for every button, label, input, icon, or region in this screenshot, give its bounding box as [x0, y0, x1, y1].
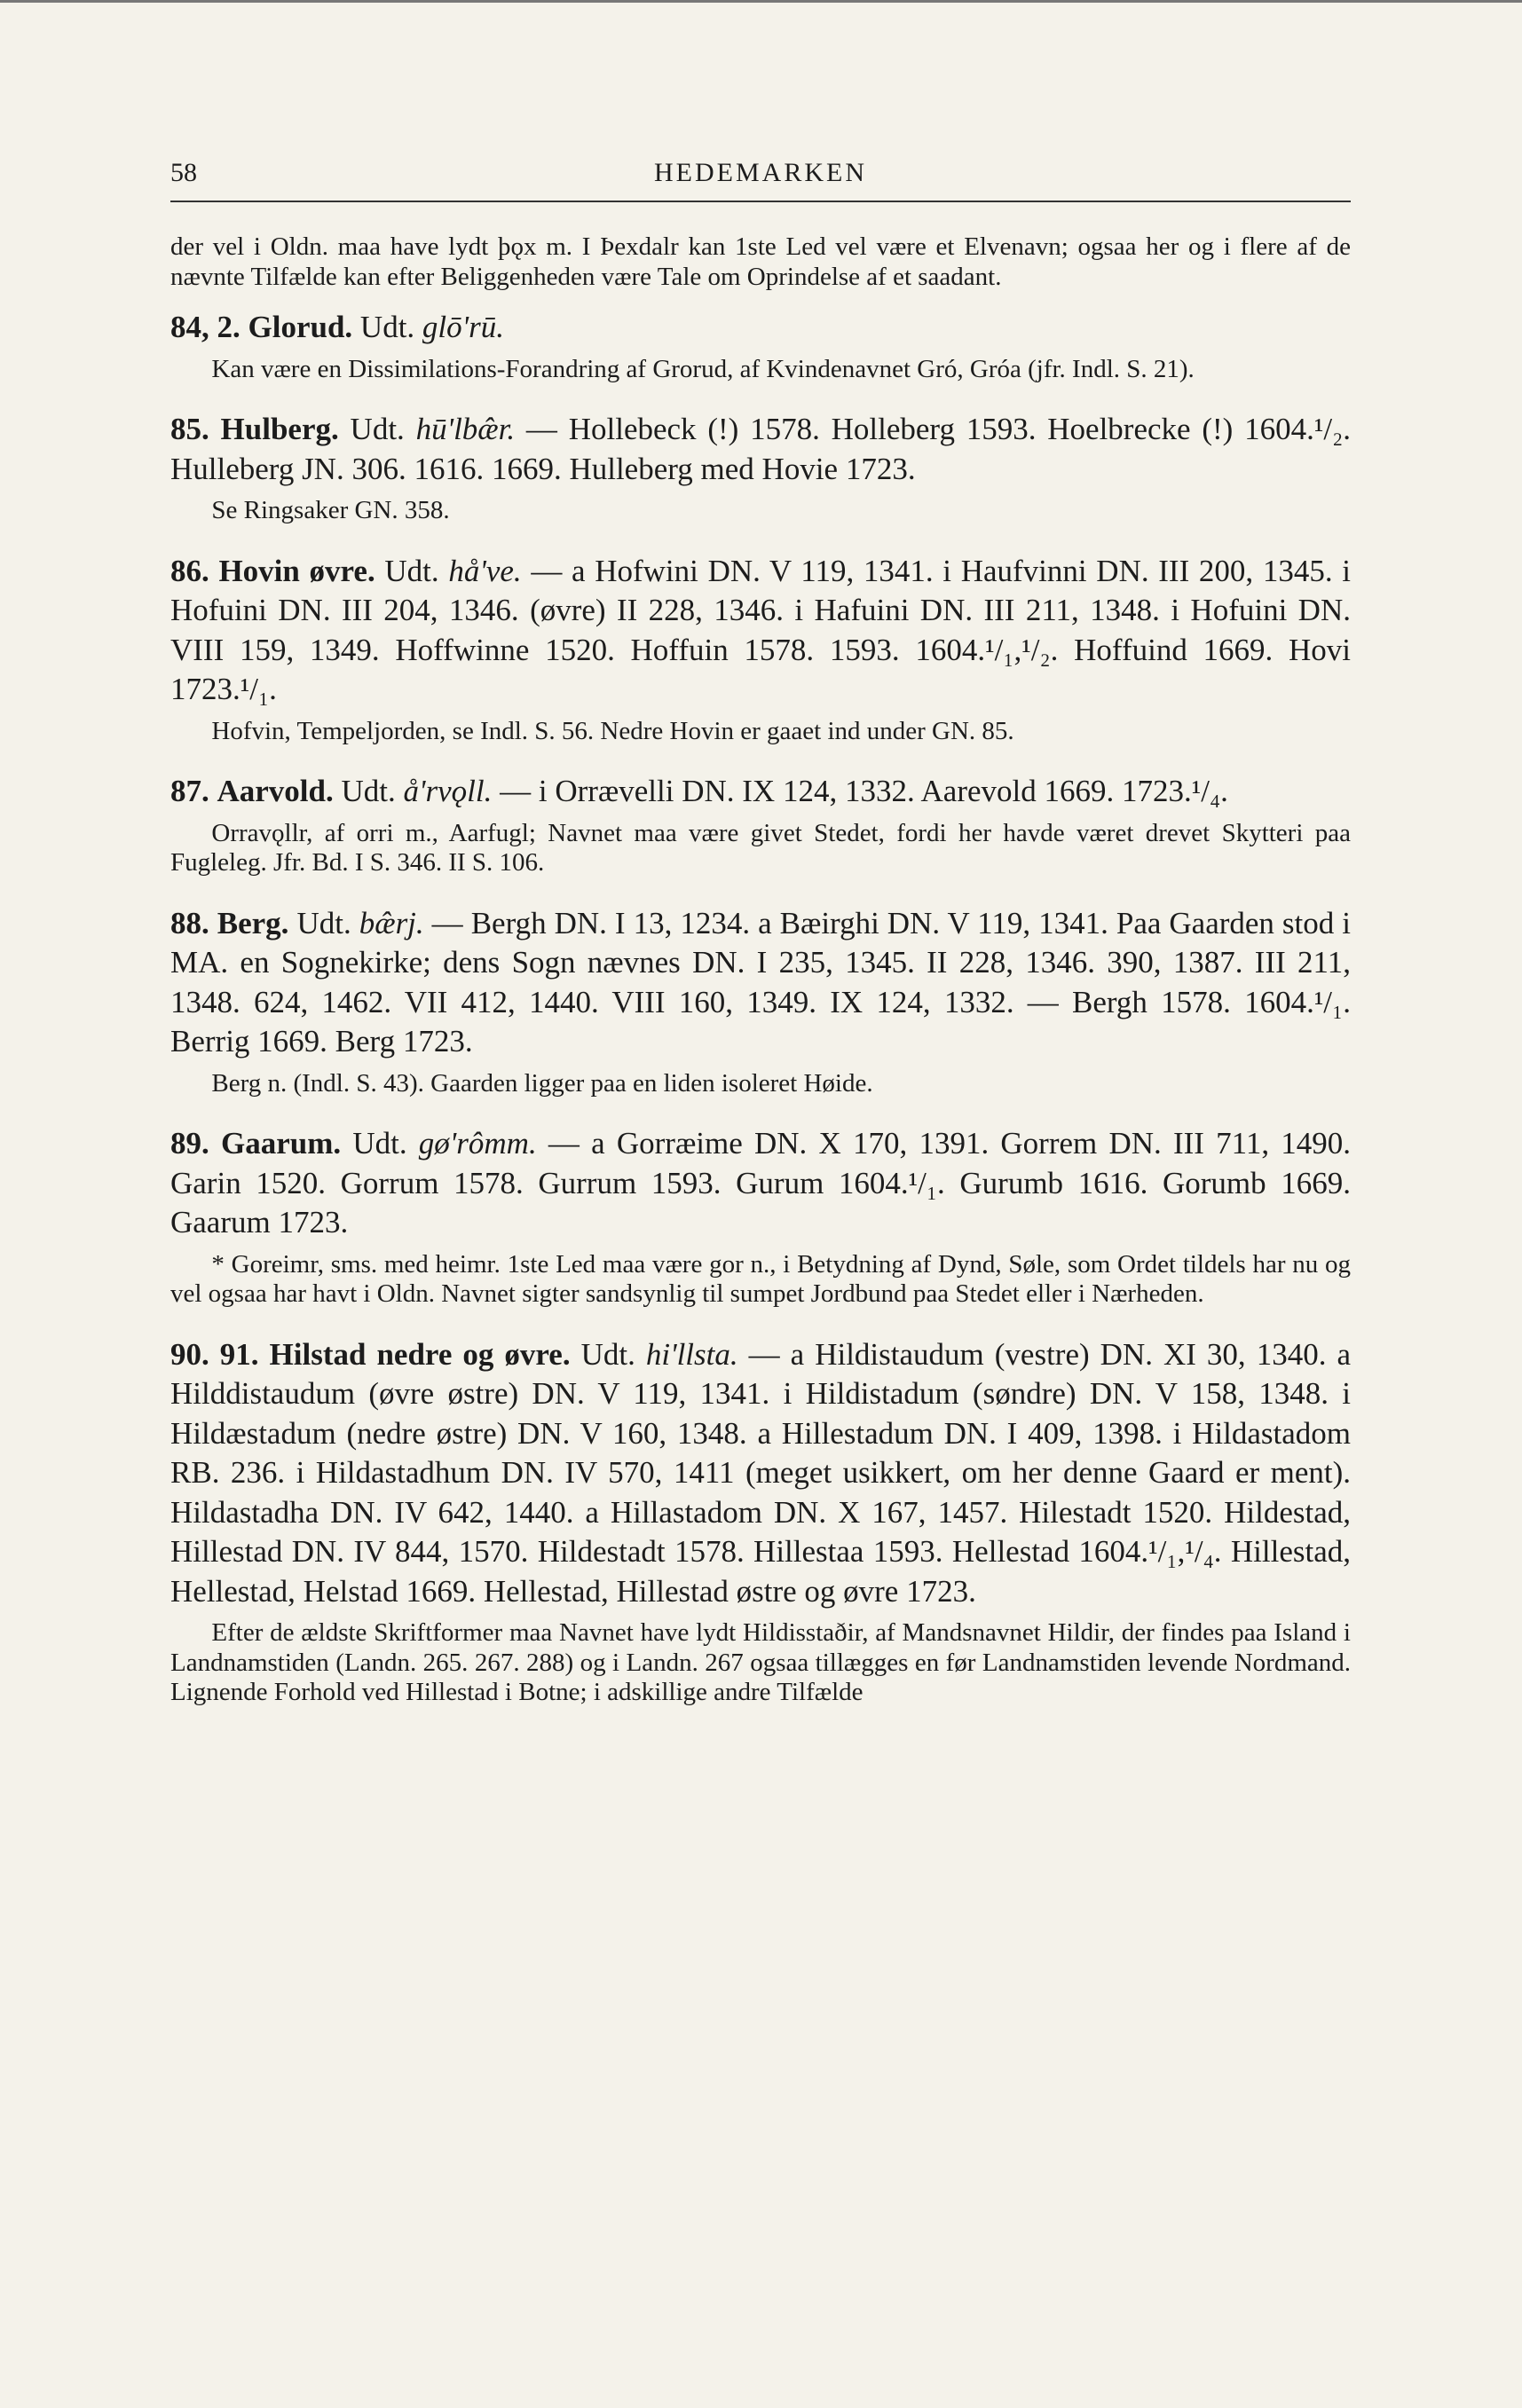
pronunciation: bæ̂rj. [359, 905, 424, 940]
pronunciation: hū'lbæ̂r. [415, 412, 516, 446]
farm-name: Hilstad nedre og øvre. [269, 1336, 571, 1372]
entry-note: Kan være en Dissimilations-Forandring af Grorud, af Kvindenavnet Gró, Gróa (jfr. Indl. S. 21). [211, 354, 1195, 383]
running-head: HEDEMARKEN [654, 158, 867, 187]
entry-note: Berg n. (Indl. S. 43). Gaarden ligger paa en liden isoleret Høide. [211, 1068, 873, 1098]
pronunciation: glō'rū. [422, 310, 505, 344]
farm-name: Hulberg. [220, 412, 339, 446]
entry-number: 85. [170, 412, 209, 446]
entry-90-91 [170, 1335, 1351, 1708]
entry-number: 90. 91. [170, 1336, 259, 1372]
entry-89 [170, 1124, 1351, 1310]
pronunciation: gø'rômm. [418, 1126, 537, 1161]
historical-forms: — a Gorræime DN. X 170, 1391. Gorrem DN. III 711, 1490. Garin 1520. Gorrum 1578. Gurrum 1593. Gurum 1604.¹/₁. Gurumb 1616. Gorumb 1669. Gaarum 1723. [170, 1126, 1352, 1239]
entry-heading [170, 772, 1351, 812]
entry-88 [170, 904, 1351, 1099]
farm-name: Aarvold. [217, 774, 334, 808]
udt-label: Udt. [384, 553, 439, 588]
farm-name: Glorud. [248, 310, 353, 344]
entry-heading [170, 1124, 1351, 1243]
historical-forms: — a Hildistaudum (vestre) DN. XI 30, 1340. a Hilddistaudum (øvre østre) DN. V 119, 1341. i Hildistadum (søndre) DN. V 158, 1348. i Hildæstadum (nedre østre) DN. V 160, 1348. a Hillestadum DN. I 409, 1398. i Hildastadom RB. 236. i Hildastadhum DN. IV 570, 1411 (meget usikkert, om her denne Gaard er ment). Hildastadha DN. IV 642, 1440. a Hillastadom DN. X 167, 1457. Hilestadt 1520. Hildestad, Hillestad DN. IV 844, 1570. Hildestadt 1578. Hillestaa 1593. Hellestad 1604.¹/₁,¹/₄. Hillestad, Hellestad, Helstad 1669. Hellestad, Hillestad østre og øvre 1723. [170, 1336, 1351, 1609]
page-header [170, 158, 1351, 197]
historical-forms: — a Hofwini DN. V 119, 1341. i Haufvinni DN. III 200, 1345. i Hofuini DN. III 204, 1346. (øvre) II 228, 1346. i Hafuini DN. III 211, 1348. i Hofuini DN. VIII 159, 1349. Hoffwinne 1520. Hoffuin 1578. 1593. 1604.¹/₁,¹/₂. Hoffuind 1669. Hovi 1723.¹/₁. [170, 553, 1352, 706]
entry-86 [170, 552, 1351, 747]
entry-85 [170, 410, 1351, 526]
entry-heading [170, 308, 1351, 348]
udt-label: Udt. [352, 1126, 407, 1161]
entry-heading [170, 410, 1351, 489]
entry-number: 86. [170, 553, 209, 588]
page-top-edge [0, 0, 1522, 3]
page-body [170, 232, 1351, 1734]
entry-87 [170, 772, 1351, 878]
pronunciation: hi'llsta. [645, 1336, 738, 1372]
entry-note: Se Ringsaker GN. 358. [211, 496, 450, 524]
entry-number: 84, 2. [170, 310, 241, 344]
pronunciation: å'rvǫll. [403, 774, 493, 808]
historical-forms: — Bergh DN. I 13, 1234. a Bæirghi DN. V 119, 1341. Paa Gaarden stod i MA. en Sognekirke; dens Sogn nævnes DN. I 235, 1345. II 228, 1346. 390, 1387. III 211, 1348. 624, 1462. VII 412, 1440. VIII 160, 1349. IX 124, 1332. — Bergh 1578. 1604.¹/₁. Berrig 1669. Berg 1723. [170, 905, 1352, 1058]
farm-name: Hovin øvre. [218, 553, 375, 588]
udt-label: Udt. [341, 774, 396, 808]
entry-number: 89. [170, 1126, 209, 1161]
entry-note: Hofvin, Tempeljorden, se Indl. S. 56. Nedre Hovin er gaaet ind under GN. 85. [211, 716, 1014, 745]
udt-label: Udt. [359, 310, 415, 344]
udt-label: Udt. [296, 905, 351, 940]
udt-label: Udt. [350, 412, 405, 446]
intro-paragraph: der vel i Oldn. maa have lydt þǫx m. I Þexdalr kan 1ste Led vel være et Elvenavn; ogsaa her og i flere af de nævnte Tilfælde kan efter Beliggenheden være Tale om Oprindelse af et saadant. [170, 232, 1351, 291]
page-number: 58 [170, 158, 197, 187]
udt-label: Udt. [580, 1336, 635, 1372]
farm-name: Gaarum. [220, 1126, 342, 1161]
entry-heading [170, 904, 1351, 1062]
entry-heading [170, 552, 1351, 710]
entry-note: Orravǫllr, af orri m., Aarfugl; Navnet maa være givet Stedet, fordi her havde været drevet Skytteri paa Fugleleg. Jfr. Bd. I S. 346. II S. 106. [170, 818, 1351, 877]
header-rule [170, 201, 1351, 202]
entry-note: * Goreimr, sms. med heimr. 1ste Led maa være gor n., i Betydning af Dynd, Søle, som Ordet tildels har nu og vel ogsaa har havt i Oldn. Navnet sigter sandsynlig til sumpet Jordbund paa Stedet eller i Nærheden. [170, 1249, 1351, 1308]
historical-forms: — Hollebeck (!) 1578. Holleberg 1593. Hoelbrecke (!) 1604.¹/₂. Hulleberg JN. 306. 1616. 1669. Hulleberg med Hovie 1723. [170, 412, 1352, 486]
entry-note: Efter de ældste Skriftformer maa Navnet have lydt Hildisstaðir, af Mandsnavnet Hildir, der findes paa Island i Landnamstiden (Landn. 265. 267. 288) og i Landn. 267 ogsaa tillægges en før Landnamstiden levende Nordmand. Lignende Forhold ved Hillestad i Botne; i adskillige andre Tilfælde [170, 1618, 1351, 1706]
pronunciation: hå've. [448, 553, 522, 588]
farm-name: Berg. [217, 905, 289, 940]
entry-heading [170, 1335, 1351, 1612]
entry-84 [170, 308, 1351, 384]
entry-number: 88. [170, 905, 209, 940]
entry-number: 87. [170, 774, 209, 808]
historical-forms: — i Orrævelli DN. IX 124, 1332. Aarevold 1669. 1723.¹/₄. [492, 774, 1228, 808]
